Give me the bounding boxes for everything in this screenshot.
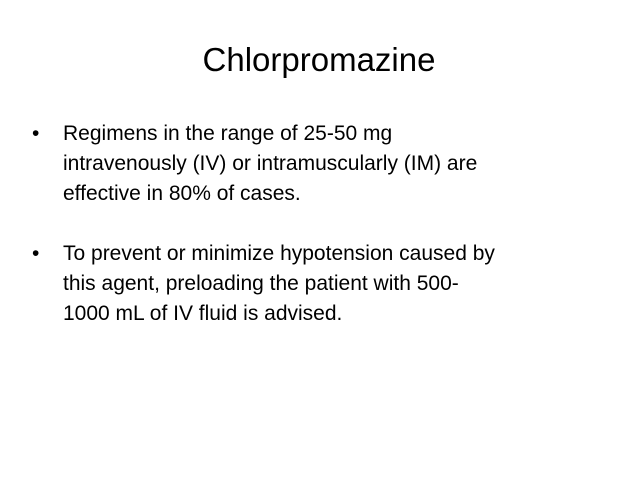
bullet-list	[30, 119, 610, 329]
bullet-line: intravenously (IV) or intramuscularly (IM) are	[63, 152, 478, 175]
bullet-line: To prevent or minimize hypotension caused by	[63, 242, 495, 265]
bullet-item-1	[30, 119, 610, 209]
bullet-marker: •	[32, 122, 40, 145]
bullet-line: 1000 mL of IV fluid is advised.	[63, 302, 343, 325]
bullet-marker: •	[32, 242, 40, 265]
bullet-item-2	[30, 239, 610, 329]
bullet-line: this agent, preloading the patient with 500-	[63, 272, 459, 295]
slide-title: Chlorpromazine	[202, 41, 436, 78]
bullet-line: effective in 80% of cases.	[63, 182, 301, 205]
bullet-line: Regimens in the range of 25-50 mg	[63, 122, 393, 145]
